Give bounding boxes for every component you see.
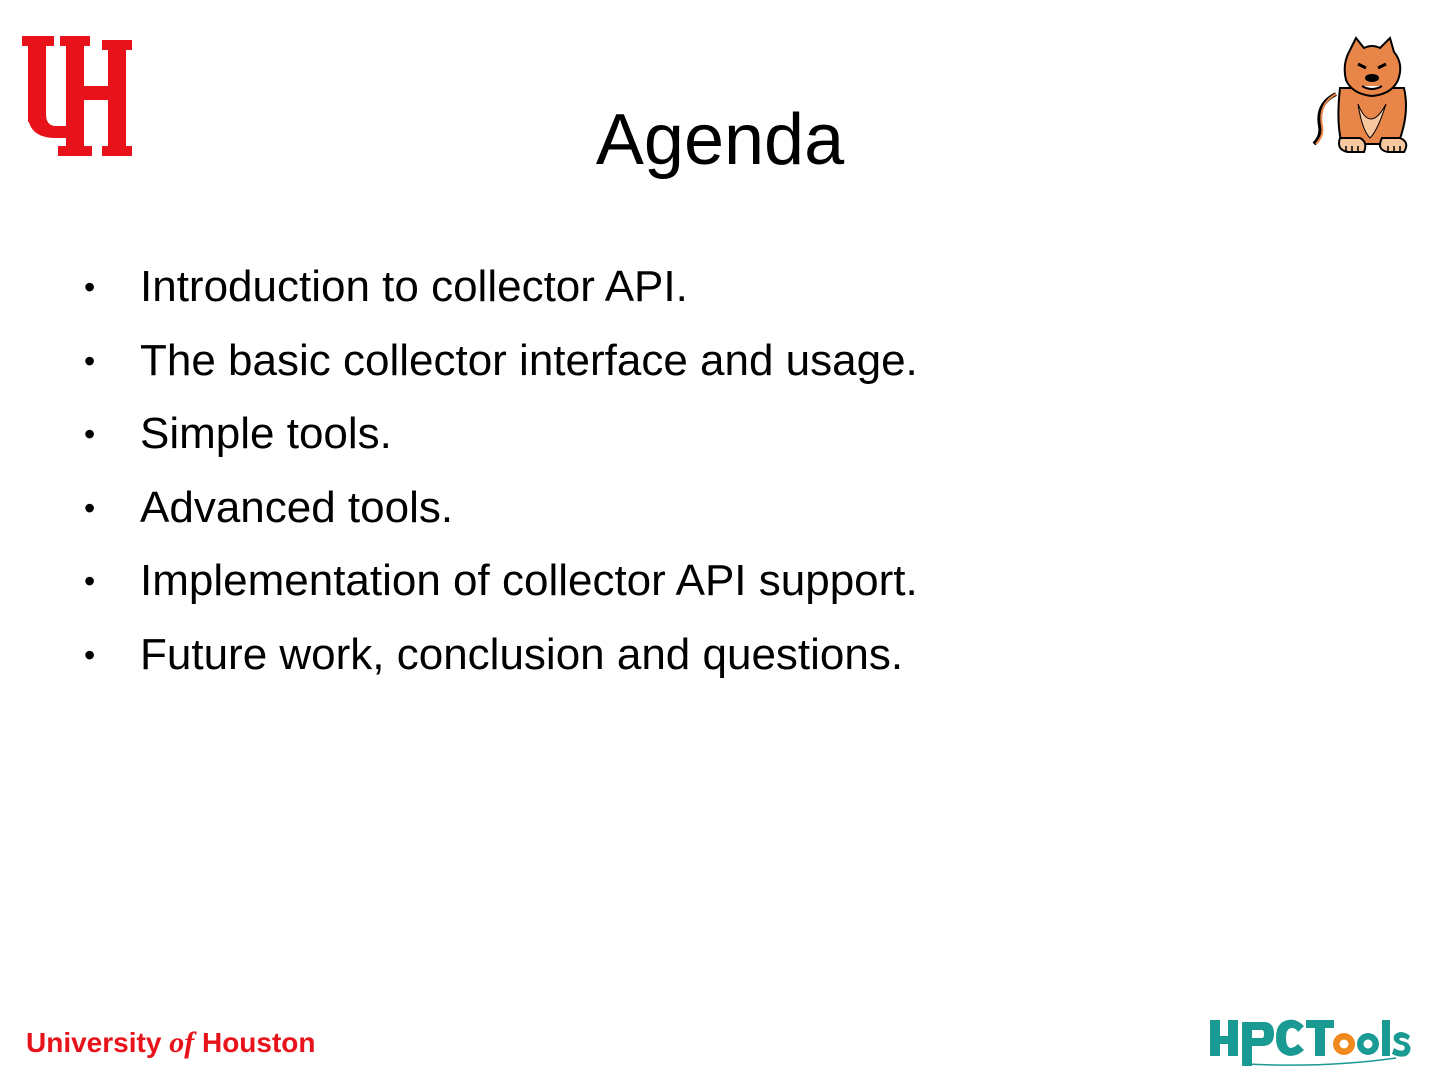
agenda-item xyxy=(84,336,918,410)
agenda-item-text: Advanced tools. xyxy=(140,482,454,532)
bullet-icon: • xyxy=(84,563,96,599)
hpctools-logo-icon xyxy=(1206,1012,1412,1070)
agenda-item xyxy=(84,262,918,336)
bullet-icon: • xyxy=(84,416,96,452)
bullet-icon: • xyxy=(84,489,96,526)
agenda-item-text: Simple tools. xyxy=(140,409,392,458)
agenda-item xyxy=(84,483,918,557)
agenda-item xyxy=(84,556,918,630)
university-of-word: of xyxy=(169,1026,195,1059)
bullet-icon: • xyxy=(84,342,96,379)
agenda-item-text: Implementation of collector API support. xyxy=(140,556,918,605)
agenda-item xyxy=(84,630,918,704)
bullet-icon: • xyxy=(84,269,96,305)
agenda-item-text: Introduction to collector API. xyxy=(140,262,688,311)
bullet-icon: • xyxy=(84,636,96,673)
agenda-item-text: Future work, conclusion and questions. xyxy=(140,629,904,679)
university-word: University xyxy=(26,1027,162,1058)
agenda-list xyxy=(84,262,918,703)
agenda-item xyxy=(84,409,918,483)
houston-word: Houston xyxy=(201,1027,316,1058)
agenda-item-text: The basic collector interface and usage. xyxy=(140,335,918,385)
slide-title: Agenda xyxy=(595,100,845,180)
university-footer xyxy=(26,1025,316,1061)
